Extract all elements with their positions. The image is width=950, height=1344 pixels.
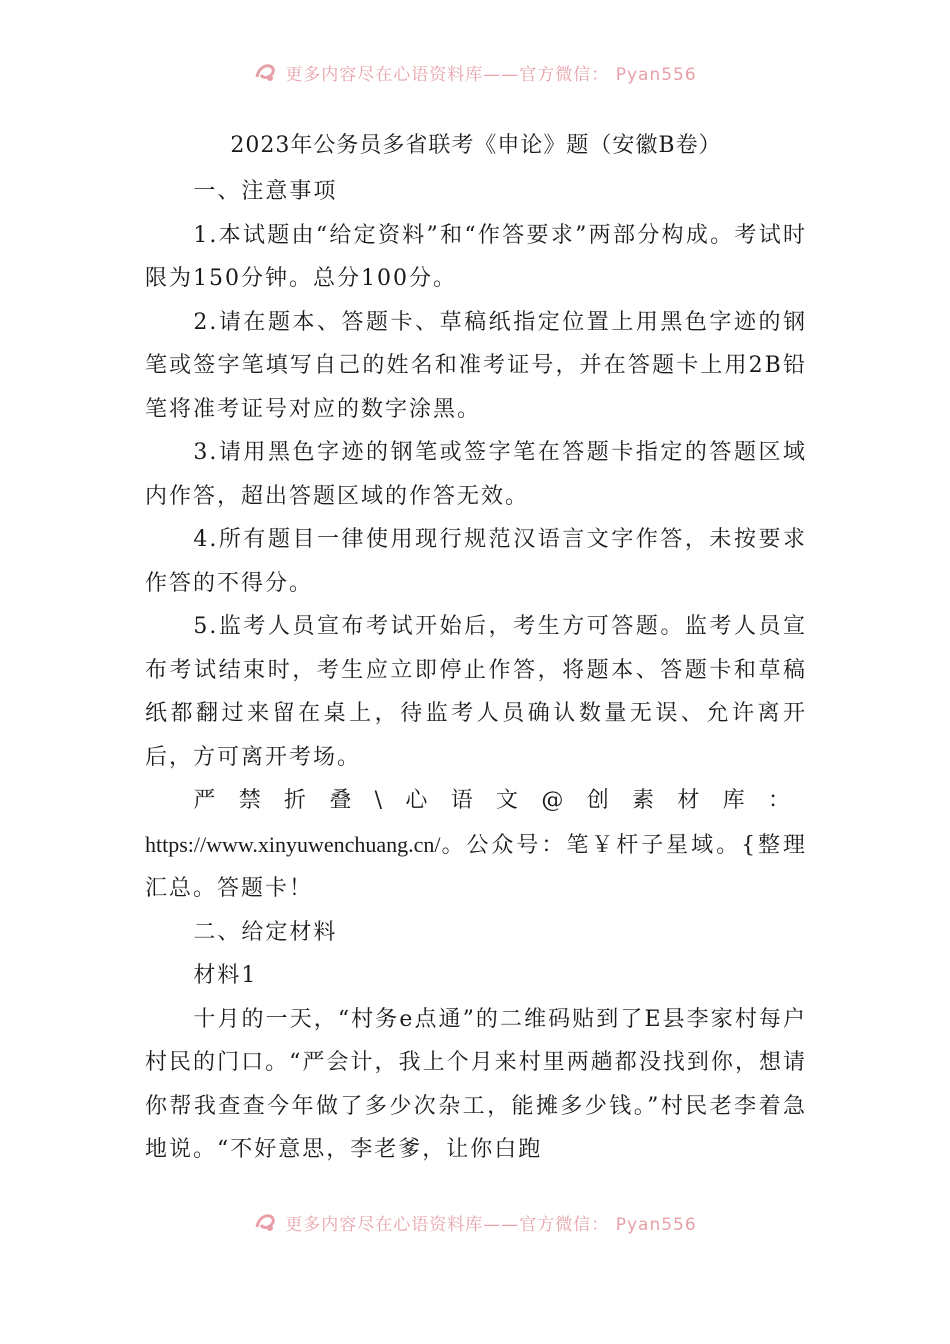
watermark-header bbox=[0, 56, 950, 88]
note-item-3: 3.请用黑色字迹的钢笔或签字笔在答题卡指定的答题区域内作答，超出答题区域的作答无效。 bbox=[145, 440, 807, 509]
watermark-text: 更多内容尽在心语资料库——官方微信： Pyan556 bbox=[285, 64, 697, 85]
document-title: 2023年公务员多省联考《申论》题（安徽B卷） bbox=[230, 133, 722, 158]
notice-suffix: 。公众号：笔￥杆子星域。{整理汇总。答题卡！ bbox=[145, 832, 807, 901]
section-heading-notes: 一、注意事项 bbox=[193, 179, 338, 204]
notice-url: https://www.xinyuwenchuang.cn/ bbox=[145, 831, 441, 857]
watermark-text: 更多内容尽在心语资料库——官方微信： Pyan556 bbox=[285, 1214, 697, 1235]
watermark-logo-icon bbox=[253, 59, 279, 85]
note-item-5: 5.监考人员宣布考试开始后，考生方可答题。监考人员宣布考试结束时，考生应立即停止作答，将题本、答题卡和草稿纸都翻过来留在桌上，待监考人员确认数量无误、允许离开后，方可离开考场。 bbox=[145, 614, 807, 770]
watermark-logo-icon bbox=[253, 1209, 279, 1235]
note-item-2: 2.请在题本、答题卡、草稿纸指定位置上用黑色字迹的钢笔或签字笔填写自己的姓名和准考证号，并在答题卡上用2B铅笔将准考证号对应的数字涂黑。 bbox=[145, 309, 807, 422]
material-label: 材料1 bbox=[193, 963, 258, 988]
note-item-1: 1.本试题由“给定资料”和“作答要求”两部分构成。考试时限为150分钟。总分100分。 bbox=[145, 222, 807, 291]
document-body bbox=[145, 126, 807, 1172]
material-paragraph: 十月的一天，“村务e点通”的二维码贴到了E县李家村每户村民的门口。“严会计，我上个月来村里两趟都没找到你，想请你帮我查查今年做了多少次杂工，能摊多少钱。”村民老李着急地说。“不好意思，李老爹，让你白跑 bbox=[145, 1006, 807, 1162]
notice-paragraph bbox=[145, 779, 807, 911]
note-item-4: 4.所有题目一律使用现行规范汉语言文字作答，未按要求作答的不得分。 bbox=[145, 527, 807, 596]
watermark-footer bbox=[0, 1206, 950, 1238]
section-heading-materials: 二、给定材料 bbox=[193, 919, 338, 945]
notice-prefix: 严禁折叠\心语文@创素材库： bbox=[193, 788, 807, 813]
